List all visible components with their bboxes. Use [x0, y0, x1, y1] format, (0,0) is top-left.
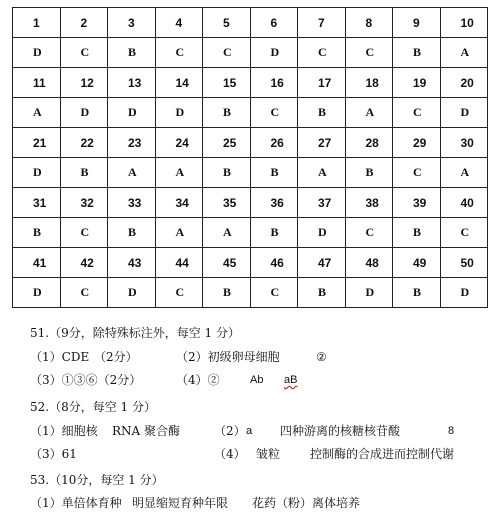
question-number-cell: 7: [298, 8, 346, 38]
question-number-cell: 34: [155, 188, 203, 218]
answer-cell: C: [155, 38, 203, 68]
question-number-row: [13, 8, 488, 38]
q52-part4-answer-a: 皱粒: [256, 447, 281, 461]
answer-cell: C: [345, 218, 393, 248]
answer-cell: D: [250, 38, 298, 68]
question-number-cell: 31: [13, 188, 61, 218]
answer-cell: B: [345, 158, 393, 188]
q53-part1-label: （1）单倍体育种: [30, 496, 122, 510]
question-number-cell: 44: [155, 248, 203, 278]
question-number-cell: 13: [108, 68, 156, 98]
question-number-row: [13, 248, 488, 278]
q53-part1-answer-b: 花药（粉）离体培养: [252, 496, 361, 510]
answer-cell: D: [13, 38, 61, 68]
question-number-cell: 50: [440, 248, 488, 278]
question-number-row: [13, 68, 488, 98]
answer-cell: D: [108, 98, 156, 128]
q52-part1-label: （1）细胞核: [30, 424, 98, 438]
answer-cell: C: [60, 218, 108, 248]
question-number-cell: 9: [393, 8, 441, 38]
answer-row: [13, 38, 488, 68]
question-number-cell: 21: [13, 128, 61, 158]
question-number-cell: 17: [298, 68, 346, 98]
answer-cell: B: [108, 38, 156, 68]
answer-cell: C: [250, 278, 298, 308]
question-number-row: [13, 128, 488, 158]
q51-part4-answer-b: aB: [284, 374, 298, 386]
question-number-cell: 16: [250, 68, 298, 98]
q51-part2-label: （2）初级卵母细胞: [176, 350, 280, 364]
question-number-cell: 19: [393, 68, 441, 98]
answer-cell: B: [393, 278, 441, 308]
question-number-cell: 2: [60, 8, 108, 38]
answer-cell: A: [155, 218, 203, 248]
answer-cell: D: [298, 218, 346, 248]
answer-cell: B: [250, 218, 298, 248]
question-number-cell: 43: [108, 248, 156, 278]
answer-cell: D: [13, 158, 61, 188]
question-number-row: [13, 188, 488, 218]
q52-part2-label: （2）: [214, 424, 246, 438]
question-number-cell: 46: [250, 248, 298, 278]
answer-cell: C: [203, 38, 251, 68]
question-number-cell: 10: [440, 8, 488, 38]
question-number-cell: 47: [298, 248, 346, 278]
q51-part4-label: （4）②: [176, 373, 220, 387]
answer-cell: C: [440, 218, 488, 248]
answer-cell: C: [60, 278, 108, 308]
answer-row: [13, 278, 488, 308]
q51-part2-answer: ②: [316, 350, 327, 364]
answer-cell: B: [298, 278, 346, 308]
answer-cell: B: [203, 98, 251, 128]
q53-heading-text: 53.（10分，每空 1 分）: [30, 473, 164, 487]
question-number-cell: 25: [203, 128, 251, 158]
question-number-cell: 38: [345, 188, 393, 218]
answer-cell: B: [393, 218, 441, 248]
answer-cell: B: [250, 158, 298, 188]
question-number-cell: 4: [155, 8, 203, 38]
answer-cell: D: [440, 98, 488, 128]
question-number-cell: 20: [440, 68, 488, 98]
answer-cell: B: [298, 98, 346, 128]
question-number-cell: 39: [393, 188, 441, 218]
q51-part1-score: （2分）: [94, 350, 138, 364]
q52-part4-answer-b: 控制酶的合成进而控制代谢: [310, 447, 455, 461]
question-number-cell: 1: [13, 8, 61, 38]
question-number-cell: 29: [393, 128, 441, 158]
question-number-cell: 28: [345, 128, 393, 158]
question-number-cell: 23: [108, 128, 156, 158]
answer-cell: C: [345, 38, 393, 68]
answer-cell: C: [393, 158, 441, 188]
answer-cell: C: [155, 278, 203, 308]
answer-cell: C: [298, 38, 346, 68]
question-number-cell: 49: [393, 248, 441, 278]
question-number-cell: 14: [155, 68, 203, 98]
question-number-cell: 18: [345, 68, 393, 98]
question-number-cell: 12: [60, 68, 108, 98]
q52-part4-label: （4）: [214, 447, 246, 461]
answer-row: [13, 158, 488, 188]
question-number-cell: 15: [203, 68, 251, 98]
question-number-cell: 36: [250, 188, 298, 218]
q51-heading-text: 51.（9分，除特殊标注外，每空 1 分）: [30, 326, 240, 340]
answer-cell: B: [393, 38, 441, 68]
answer-cell: A: [108, 158, 156, 188]
answer-cell: D: [60, 98, 108, 128]
answer-cell: D: [440, 278, 488, 308]
q52-heading-text: 52.（8分，每空 1 分）: [30, 400, 156, 414]
q51-part1-label: （1）CDE: [30, 350, 90, 364]
question-number-cell: 48: [345, 248, 393, 278]
question-number-cell: 41: [13, 248, 61, 278]
question-number-cell: 24: [155, 128, 203, 158]
question-number-cell: 45: [203, 248, 251, 278]
answer-cell: D: [155, 98, 203, 128]
answer-cell: C: [250, 98, 298, 128]
question-number-cell: 11: [13, 68, 61, 98]
answer-cell: A: [298, 158, 346, 188]
answer-cell: C: [60, 38, 108, 68]
q52-part2-answer-a: a: [246, 425, 253, 437]
answer-cell: A: [440, 158, 488, 188]
question-number-cell: 30: [440, 128, 488, 158]
answer-cell: A: [155, 158, 203, 188]
answer-cell: C: [393, 98, 441, 128]
question-number-cell: 32: [60, 188, 108, 218]
question-number-cell: 3: [108, 8, 156, 38]
question-number-cell: 42: [60, 248, 108, 278]
answer-cell: D: [345, 278, 393, 308]
answer-cell: A: [13, 98, 61, 128]
answer-cell: B: [13, 218, 61, 248]
answer-row: [13, 98, 488, 128]
answer-cell: B: [203, 158, 251, 188]
question-number-cell: 26: [250, 128, 298, 158]
question-number-cell: 22: [60, 128, 108, 158]
q52-part2-answer-b: 四种游离的核糖核苷酸: [280, 424, 401, 438]
answer-row: [13, 218, 488, 248]
question-number-cell: 35: [203, 188, 251, 218]
answer-table: [12, 7, 488, 308]
q52-part2-answer-c: 8: [448, 425, 455, 437]
answer-cell: B: [108, 218, 156, 248]
answer-cell: D: [13, 278, 61, 308]
answer-cell: A: [203, 218, 251, 248]
question-number-cell: 8: [345, 8, 393, 38]
question-number-cell: 33: [108, 188, 156, 218]
q52-part1-answer: RNA 聚合酶: [112, 424, 181, 438]
answer-cell: A: [440, 38, 488, 68]
answer-cell: A: [345, 98, 393, 128]
answer-table-body: [13, 8, 488, 308]
question-number-cell: 5: [203, 8, 251, 38]
q53-part1-answer-a: 明显缩短育种年限: [132, 496, 229, 510]
q51-part4-answer-a: Ab: [250, 374, 264, 386]
answer-cell: D: [108, 278, 156, 308]
question-number-cell: 6: [250, 8, 298, 38]
question-number-cell: 40: [440, 188, 488, 218]
question-number-cell: 27: [298, 128, 346, 158]
question-number-cell: 37: [298, 188, 346, 218]
answer-cell: B: [60, 158, 108, 188]
q52-part3-label: （3）61: [30, 447, 77, 461]
answer-cell: B: [203, 278, 251, 308]
q51-part3-label: （3）①③⑥（2分）: [30, 373, 142, 387]
